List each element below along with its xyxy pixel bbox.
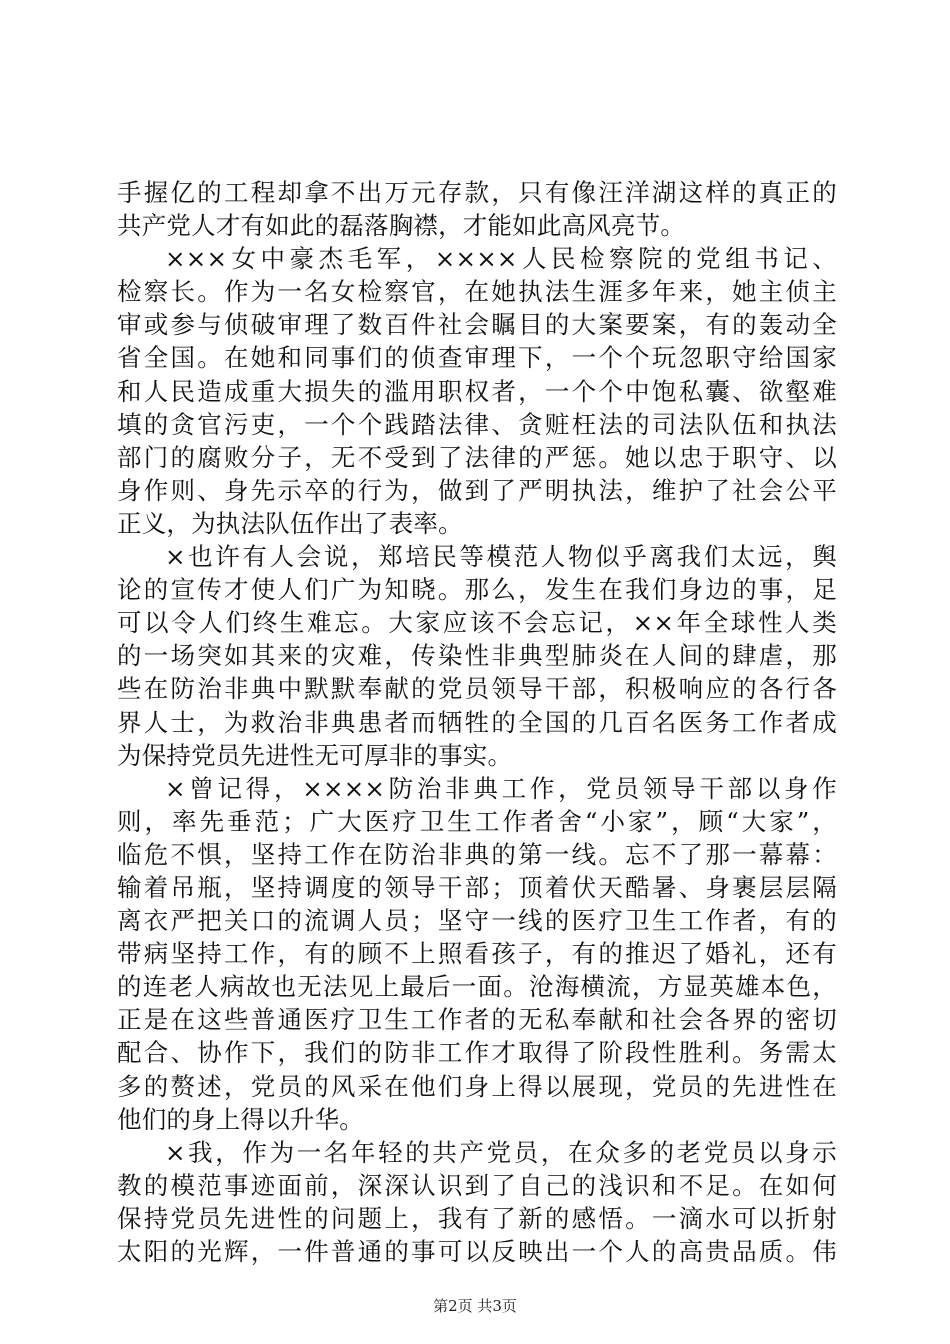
text-line: 他们的身上得以升华。 — [117, 1104, 364, 1134]
text-line: 可以令人们终生难忘。大家应该不会忘记，××年全球性人类 — [117, 608, 837, 638]
paragraph-start-line: ×曾记得，××××防治非典工作，党员领导干部以身作 — [165, 773, 837, 803]
text-line: 手握亿的工程却拿不出万元存款，只有像汪洋湖这样的真正的 — [117, 178, 837, 207]
text-line: 保持党员先进性的问题上，我有了新的感悟。一滴水可以折射 — [117, 1203, 837, 1233]
paragraph-start-line: ×××女中豪杰毛军，××××人民检察院的党组书记、 — [165, 244, 837, 274]
text-line: 和人民造成重大损失的滥用职权者，一个个中饱私囊、欲壑难 — [117, 376, 837, 406]
text-line: 多的赘述，党员的风采在他们身上得以展现，党员的先进性在 — [117, 1071, 837, 1101]
text-line: 教的模范事迹面前，深深认识到了自己的浅识和不足。在如何 — [117, 1170, 837, 1200]
text-line: 为保持党员先进性无可厚非的事实。 — [117, 740, 513, 770]
text-line: 的一场突如其来的灾难，传染性非典型肺炎在人间的肆虐，那 — [117, 641, 837, 671]
text-line: 检察长。作为一名女检察官，在她执法生涯多年来，她主侦主 — [117, 277, 837, 307]
text-line: 正是在这些普通医疗卫生工作者的无私奉献和社会各界的密切 — [117, 1005, 837, 1035]
paragraph-start-line: ×我，作为一名年轻的共产党员，在众多的老党员以身示 — [165, 1137, 837, 1167]
paragraph-start-line: ×也许有人会说，郑培民等模范人物似乎离我们太远，舆 — [165, 542, 837, 572]
page-footer — [0, 1297, 950, 1315]
text-line: 共产党人才有如此的磊落胸襟，才能如此高风亮节。 — [117, 211, 686, 241]
text-line: 些在防治非典中默默奉献的党员领导干部，积极响应的各行各 — [117, 674, 837, 704]
text-line: 身作则、身先示卒的行为，做到了严明执法，维护了社会公平 — [117, 475, 837, 505]
text-line: 正义，为执法队伍作出了表率。 — [117, 508, 463, 538]
text-line: 界人士，为救治非典患者而牺牲的全国的几百名医务工作者成 — [117, 707, 837, 737]
text-line: 论的宣传才使人们广为知晓。那么，发生在我们身边的事，足 — [117, 575, 837, 605]
text-line: 审或参与侦破审理了数百件社会瞩目的大案要案，有的轰动全 — [117, 310, 837, 340]
text-line: 则，率先垂范；广大医疗卫生工作者舍“小家”，顾“大家”， — [117, 806, 837, 836]
text-line: 太阳的光辉，一件普通的事可以反映出一个人的高贵品质。伟 — [117, 1237, 837, 1266]
text-line: 临危不惧，坚持工作在防治非典的第一线。忘不了那一幕幕： — [117, 839, 837, 869]
text-line: 的连老人病故也无法见上最后一面。沧海横流，方显英雄本色， — [117, 972, 837, 1002]
text-line: 离衣严把关口的流调人员；坚守一线的医疗卫生工作者，有的 — [117, 906, 837, 936]
text-line: 输着吊瓶，坚持调度的领导干部；顶着伏天酷暑、身裹层层隔 — [117, 872, 837, 902]
text-line: 带病坚持工作，有的顾不上照看孩子，有的推迟了婚礼，还有 — [117, 939, 837, 969]
text-line: 部门的腐败分子，无不受到了法律的严惩。她以忠于职守、以 — [117, 442, 837, 472]
text-line: 省全国。在她和同事们的侦查审理下，一个个玩忽职守给国家 — [117, 343, 837, 373]
text-line: 填的贪官污吏，一个个践踏法律、贪赃枉法的司法队伍和执法 — [117, 409, 837, 439]
page-number: 第2页 共3页 — [433, 1297, 517, 1315]
text-line: 配合、协作下，我们的防非工作才取得了阶段性胜利。务需太 — [117, 1038, 837, 1068]
document-body — [117, 176, 837, 1268]
